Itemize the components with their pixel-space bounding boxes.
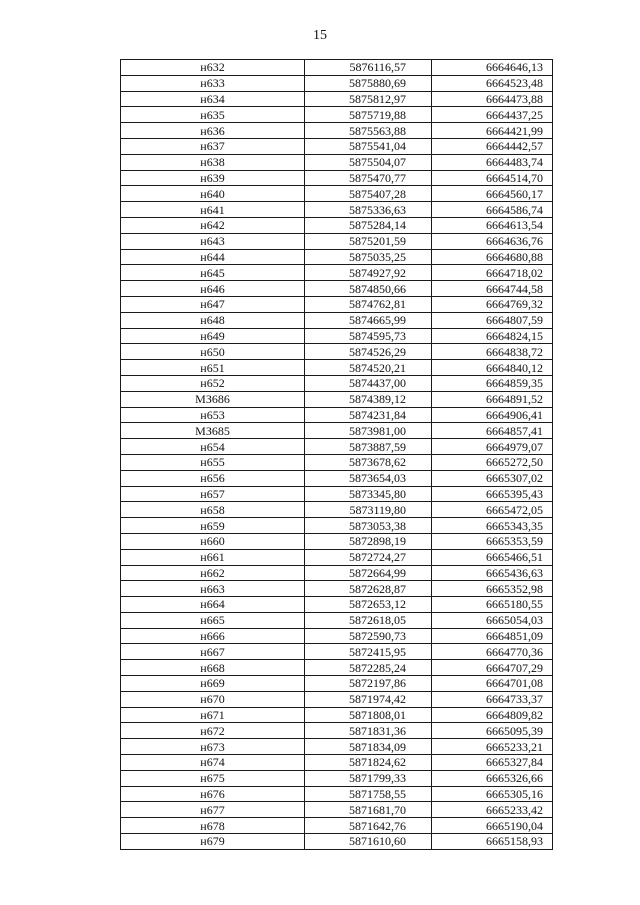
y-coordinate-cell: 6665158,93 [432,834,553,850]
x-coordinate-cell: 5872664,99 [305,565,432,581]
x-coordinate-cell: 5874389,12 [305,391,432,407]
x-coordinate-cell: 5871758,55 [305,786,432,802]
table-row [121,312,553,328]
point-id-cell: н678 [121,818,305,834]
table-row [121,802,553,818]
x-coordinate-cell: 5872415,95 [305,644,432,660]
point-id-cell: н669 [121,676,305,692]
x-coordinate-cell: 5871642,76 [305,818,432,834]
table-row [121,391,553,407]
x-coordinate-cell: 5871610,60 [305,834,432,850]
x-coordinate-cell: 5875470,77 [305,170,432,186]
point-id-cell: н634 [121,91,305,107]
point-id-cell: н650 [121,344,305,360]
x-coordinate-cell: 5872724,27 [305,549,432,565]
y-coordinate-cell: 6665307,02 [432,470,553,486]
y-coordinate-cell: 6664809,82 [432,707,553,723]
point-id-cell: н648 [121,312,305,328]
x-coordinate-cell: 5872628,87 [305,581,432,597]
x-coordinate-cell: 5873345,80 [305,486,432,502]
y-coordinate-cell: 6664838,72 [432,344,553,360]
y-coordinate-cell: 6664707,29 [432,660,553,676]
table-row [121,344,553,360]
point-id-cell: н670 [121,691,305,707]
x-coordinate-cell: 5874665,99 [305,312,432,328]
point-id-cell: н640 [121,186,305,202]
point-id-cell: н638 [121,154,305,170]
table-row [121,423,553,439]
x-coordinate-cell: 5873981,00 [305,423,432,439]
y-coordinate-cell: 6665054,03 [432,612,553,628]
y-coordinate-cell: 6664744,58 [432,281,553,297]
x-coordinate-cell: 5874850,66 [305,281,432,297]
table-row [121,612,553,628]
x-coordinate-cell: 5874520,21 [305,360,432,376]
x-coordinate-cell: 5871824,62 [305,755,432,771]
x-coordinate-cell: 5872898,19 [305,533,432,549]
y-coordinate-cell: 6665436,63 [432,565,553,581]
table-row [121,581,553,597]
table-row [121,518,553,534]
y-coordinate-cell: 6665233,21 [432,739,553,755]
x-coordinate-cell: 5871974,42 [305,691,432,707]
x-coordinate-cell: 5875812,97 [305,91,432,107]
y-coordinate-cell: 6664680,88 [432,249,553,265]
y-coordinate-cell: 6664636,76 [432,233,553,249]
point-id-cell: н673 [121,739,305,755]
y-coordinate-cell: 6665343,35 [432,518,553,534]
y-coordinate-cell: 6665352,98 [432,581,553,597]
point-id-cell: н642 [121,217,305,233]
y-coordinate-cell: 6664906,41 [432,407,553,423]
y-coordinate-cell: 6664859,35 [432,375,553,391]
x-coordinate-cell: 5875201,59 [305,233,432,249]
y-coordinate-cell: 6664613,54 [432,217,553,233]
y-coordinate-cell: 6665353,59 [432,533,553,549]
y-coordinate-cell: 6664473,88 [432,91,553,107]
y-coordinate-cell: 6664857,41 [432,423,553,439]
table-row [121,265,553,281]
x-coordinate-cell: 5875541,04 [305,138,432,154]
point-id-cell: н672 [121,723,305,739]
table-row [121,123,553,139]
point-id-cell: н662 [121,565,305,581]
table-row [121,60,553,76]
y-coordinate-cell: 6664718,02 [432,265,553,281]
point-id-cell: н663 [121,581,305,597]
x-coordinate-cell: 5871681,70 [305,802,432,818]
y-coordinate-cell: 6665327,84 [432,755,553,771]
point-id-cell: н661 [121,549,305,565]
y-coordinate-cell: 6664586,74 [432,202,553,218]
x-coordinate-cell: 5872618,05 [305,612,432,628]
table-row [121,154,553,170]
table-row [121,360,553,376]
y-coordinate-cell: 6664442,57 [432,138,553,154]
x-coordinate-cell: 5874762,81 [305,296,432,312]
point-id-cell: н658 [121,502,305,518]
x-coordinate-cell: 5871808,01 [305,707,432,723]
table-row [121,723,553,739]
point-id-cell: н657 [121,486,305,502]
y-coordinate-cell: 6665180,55 [432,597,553,613]
table-row [121,597,553,613]
table-row [121,502,553,518]
point-id-cell: н632 [121,60,305,76]
x-coordinate-cell: 5872285,24 [305,660,432,676]
point-id-cell: н635 [121,107,305,123]
point-id-cell: н660 [121,533,305,549]
y-coordinate-cell: 6664523,48 [432,75,553,91]
point-id-cell: н644 [121,249,305,265]
table-row [121,186,553,202]
table-row [121,249,553,265]
table-row [121,691,553,707]
table-row [121,233,553,249]
point-id-cell: н671 [121,707,305,723]
x-coordinate-cell: 5875336,63 [305,202,432,218]
y-coordinate-cell: 6664733,37 [432,691,553,707]
y-coordinate-cell: 6665190,04 [432,818,553,834]
x-coordinate-cell: 5873053,38 [305,518,432,534]
coordinates-table-body [121,60,553,850]
table-row [121,91,553,107]
coordinates-table [120,59,553,850]
y-coordinate-cell: 6665095,39 [432,723,553,739]
x-coordinate-cell: 5875563,88 [305,123,432,139]
point-id-cell: н653 [121,407,305,423]
y-coordinate-cell: 6665395,43 [432,486,553,502]
table-row [121,281,553,297]
point-id-cell: н654 [121,439,305,455]
table-row [121,296,553,312]
table-row [121,138,553,154]
point-id-cell: н665 [121,612,305,628]
x-coordinate-cell: 5872653,12 [305,597,432,613]
point-id-cell: н666 [121,628,305,644]
point-id-cell: н649 [121,328,305,344]
table-row [121,549,553,565]
y-coordinate-cell: 6665305,16 [432,786,553,802]
table-row [121,202,553,218]
y-coordinate-cell: 6664437,25 [432,107,553,123]
y-coordinate-cell: 6664769,32 [432,296,553,312]
point-id-cell: н639 [121,170,305,186]
point-id-cell: н641 [121,202,305,218]
table-row [121,328,553,344]
x-coordinate-cell: 5875719,88 [305,107,432,123]
table-row [121,739,553,755]
x-coordinate-cell: 5874526,29 [305,344,432,360]
y-coordinate-cell: 6664840,12 [432,360,553,376]
point-id-cell: н652 [121,375,305,391]
x-coordinate-cell: 5875880,69 [305,75,432,91]
x-coordinate-cell: 5871799,33 [305,770,432,786]
x-coordinate-cell: 5875407,28 [305,186,432,202]
point-id-cell: н679 [121,834,305,850]
point-id-cell: н643 [121,233,305,249]
table-row [121,660,553,676]
point-id-cell: н656 [121,470,305,486]
table-row [121,375,553,391]
table-row [121,628,553,644]
point-id-cell: н636 [121,123,305,139]
point-id-cell: н646 [121,281,305,297]
y-coordinate-cell: 6664701,08 [432,676,553,692]
x-coordinate-cell: 5874231,84 [305,407,432,423]
point-id-cell: н651 [121,360,305,376]
point-id-cell: н659 [121,518,305,534]
point-id-cell: н637 [121,138,305,154]
x-coordinate-cell: 5874437,00 [305,375,432,391]
y-coordinate-cell: 6664483,74 [432,154,553,170]
table-row [121,533,553,549]
table-row [121,170,553,186]
point-id-cell: н674 [121,755,305,771]
table-row [121,217,553,233]
point-id-cell: н664 [121,597,305,613]
x-coordinate-cell: 5875504,07 [305,154,432,170]
table-row [121,755,553,771]
y-coordinate-cell: 6664646,13 [432,60,553,76]
y-coordinate-cell: 6664514,70 [432,170,553,186]
x-coordinate-cell: 5871831,36 [305,723,432,739]
x-coordinate-cell: 5872590,73 [305,628,432,644]
y-coordinate-cell: 6664891,52 [432,391,553,407]
table-row [121,407,553,423]
table-row [121,676,553,692]
x-coordinate-cell: 5874595,73 [305,328,432,344]
y-coordinate-cell: 6665272,50 [432,454,553,470]
table-row [121,486,553,502]
point-id-cell: н655 [121,454,305,470]
point-id-cell: МЗ685 [121,423,305,439]
point-id-cell: н645 [121,265,305,281]
table-row [121,644,553,660]
x-coordinate-cell: 5875284,14 [305,217,432,233]
y-coordinate-cell: 6664979,07 [432,439,553,455]
table-row [121,818,553,834]
table-row [121,834,553,850]
x-coordinate-cell: 5873654,03 [305,470,432,486]
point-id-cell: н677 [121,802,305,818]
table-row [121,786,553,802]
y-coordinate-cell: 6665233,42 [432,802,553,818]
point-id-cell: н676 [121,786,305,802]
page-number: 15 [313,28,327,43]
point-id-cell: н633 [121,75,305,91]
point-id-cell: н667 [121,644,305,660]
y-coordinate-cell: 6664851,09 [432,628,553,644]
x-coordinate-cell: 5876116,57 [305,60,432,76]
table-row [121,770,553,786]
y-coordinate-cell: 6664770,36 [432,644,553,660]
point-id-cell: н675 [121,770,305,786]
x-coordinate-cell: 5875035,25 [305,249,432,265]
x-coordinate-cell: 5872197,86 [305,676,432,692]
y-coordinate-cell: 6665466,51 [432,549,553,565]
point-id-cell: н668 [121,660,305,676]
y-coordinate-cell: 6664807,59 [432,312,553,328]
y-coordinate-cell: 6665472,05 [432,502,553,518]
table-row [121,707,553,723]
x-coordinate-cell: 5873887,59 [305,439,432,455]
table-row [121,439,553,455]
x-coordinate-cell: 5873119,80 [305,502,432,518]
x-coordinate-cell: 5873678,62 [305,454,432,470]
y-coordinate-cell: 6664421,99 [432,123,553,139]
point-id-cell: н647 [121,296,305,312]
x-coordinate-cell: 5874927,92 [305,265,432,281]
y-coordinate-cell: 6665326,66 [432,770,553,786]
table-row [121,470,553,486]
y-coordinate-cell: 6664560,17 [432,186,553,202]
table-row [121,107,553,123]
x-coordinate-cell: 5871834,09 [305,739,432,755]
table-row [121,75,553,91]
table-row [121,565,553,581]
point-id-cell: МЗ686 [121,391,305,407]
table-row [121,454,553,470]
y-coordinate-cell: 6664824,15 [432,328,553,344]
